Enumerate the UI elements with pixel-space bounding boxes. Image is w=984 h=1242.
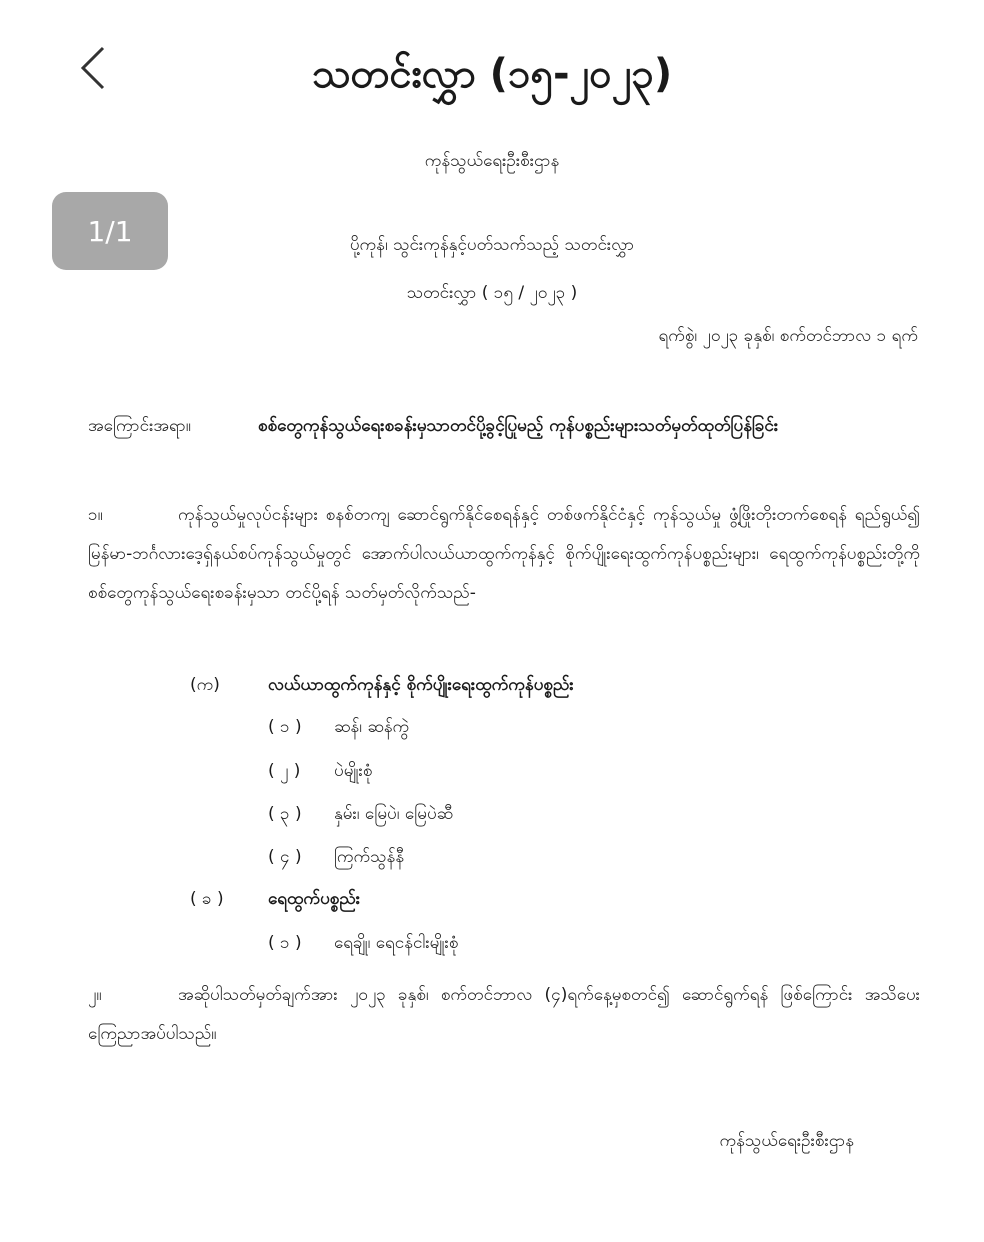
document-heading: ပို့ကုန်၊ သွင်းကုန်နှင့်ပတ်သက်သည့် သတင်းလွှာ [349, 235, 635, 255]
paragraph-number: ၁။ [88, 505, 103, 525]
section-a-heading [190, 674, 574, 699]
item-text: နှမ်း၊ မြေပဲ၊ မြေပဲဆီ [334, 804, 454, 824]
list-item [268, 803, 453, 828]
section-b-heading [190, 888, 360, 913]
list-item [268, 716, 409, 741]
paragraph-2 [88, 976, 920, 1054]
item-text: ကြက်သွန်နီ [334, 847, 405, 867]
paragraph-text: အဆိုပါသတ်မှတ်ချက်အား ၂၀၂၃ ခုနှစ်၊ စက်တင်ဘာလ (၄)ရက်နေ့မှစတင်၍ ဆောင်ရွက်ရန် ဖြစ်ကြောင်း အသိပေးကြေညာအပ်ပါသည်။ [88, 985, 920, 1044]
paragraph-text: ကုန်သွယ်မှုလုပ်ငန်းများ စနစ်တကျ ဆောင်ရွက်နိုင်စေရန်နှင့် တစ်ဖက်နိုင်ငံနှင့် ကုန်သွယ်မှု ဖွံ့ဖြိုးတိုးတက်စေရန် ရည်ရွယ်၍ မြန်မာ-ဘင်္ဂလားဒေ့ရှ်နယ်စပ်ကုန်သွယ်မှုတွင် အောက်ပါလယ်ယာထွက်ကုန်နှင့် စိုက်ပျိုးရေးထွက်ကုန်ပစ္စည်းများ၊ ရေထွက်ကုန်ပစ္စည်းတို့ကို စစ်တွေကုန်သွယ်ရေးစခန်းမှသာ တင်ပို့ရန် သတ်မှတ်လိုက်သည်- [88, 505, 920, 603]
item-text: ပဲမျိုးစုံ [334, 761, 373, 781]
list-item [268, 846, 404, 871]
page-indicator-badge: 1/1 [52, 192, 168, 270]
paragraph-1 [88, 496, 920, 613]
page-title: သတင်းလွှာ (၁၅-၂၀၂၃) [311, 51, 673, 97]
section-title: လယ်ယာထွက်ကုန်နှင့် စိုက်ပျိုးရေးထွက်ကုန်ပစ္စည်း [268, 675, 574, 695]
subject-text: စစ်တွေကုန်သွယ်ရေးစခန်းမှသာတင်ပို့ခွင့်ပြုမည့် ကုန်ပစ္စည်းများသတ်မှတ်ထုတ်ပြန်ခြင်း [258, 416, 779, 436]
paragraph-number: ၂။ [88, 985, 102, 1005]
item-marker: ( ၁ ) [268, 717, 302, 737]
signature: ကုန်သွယ်ရေးဦးစီးဌာန [719, 1131, 854, 1151]
subject-label: အကြောင်းအရာ။ [88, 416, 191, 436]
department-name: ကုန်သွယ်ရေးဦးစီးဌာန [424, 151, 560, 171]
list-item [268, 932, 458, 957]
document-date: ရက်စွဲ၊ ၂၀၂၃ ခုနှစ်၊ စက်တင်ဘာလ ၁ ရက် [658, 326, 918, 346]
item-text: ရေချို၊ ရေငန်ငါးမျိုးစုံ [334, 933, 459, 953]
item-text: ဆန်၊ ဆန်ကွဲ [334, 717, 410, 737]
list-item [268, 760, 372, 785]
section-marker: ( ခ ) [190, 889, 224, 909]
section-title: ရေထွက်ပစ္စည်း [268, 889, 361, 909]
item-marker: ( ၃ ) [268, 804, 302, 824]
bulletin-number: သတင်းလွှာ ( ၁၅ / ၂၀၂၃ ) [406, 283, 578, 303]
subject-line [88, 406, 918, 446]
item-marker: ( ၂ ) [268, 761, 301, 781]
item-marker: ( ၄ ) [268, 847, 302, 867]
section-marker: (က) [190, 675, 220, 695]
item-marker: ( ၁ ) [268, 933, 302, 953]
